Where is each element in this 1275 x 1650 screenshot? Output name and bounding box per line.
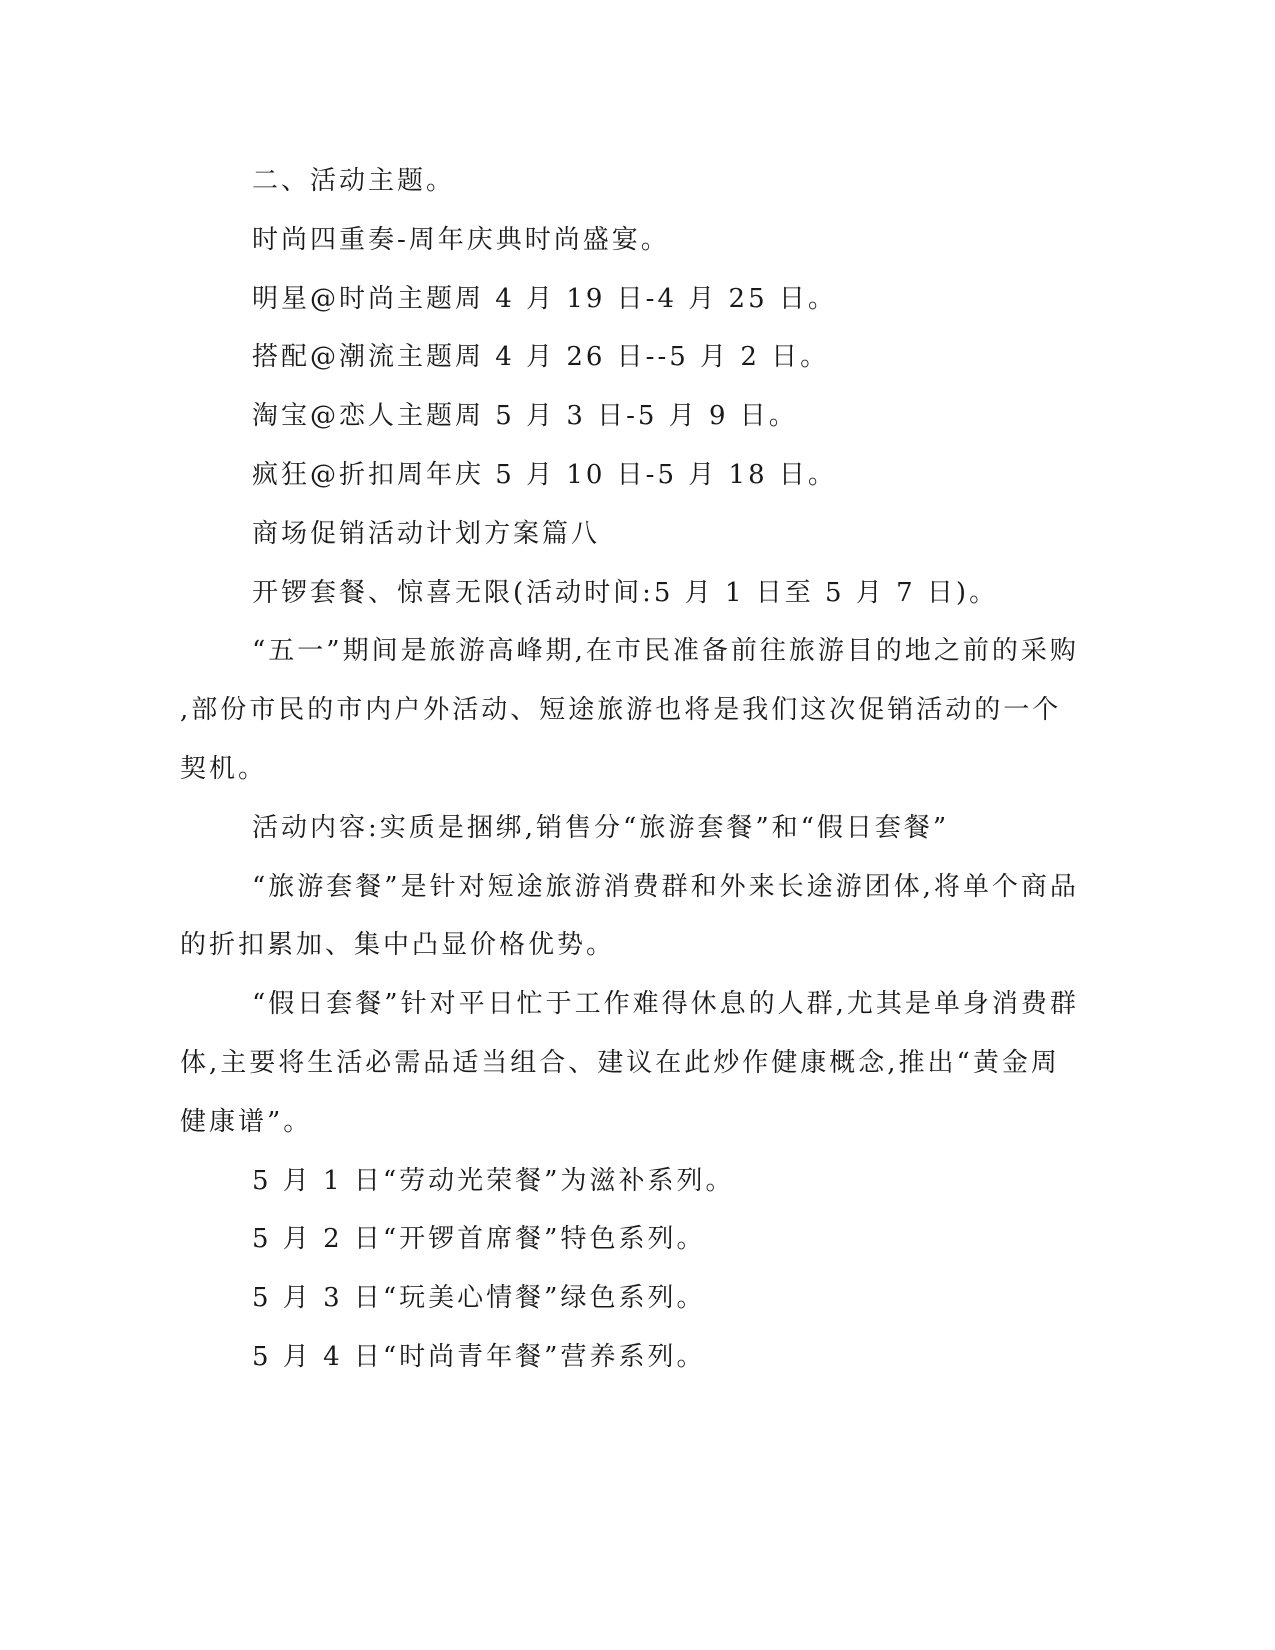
paragraph-line: 健康谱”。 xyxy=(180,1107,313,1137)
text-line: 淘宝@恋人主题周 5 月 3 日-5 月 9 日。 xyxy=(252,401,798,431)
text-line: 开锣套餐、惊喜无限(活动时间:5 月 1 日至 5 月 7 日)。 xyxy=(252,578,999,608)
paragraph-line: 的折扣累加、集中凸显价格优势。 xyxy=(180,930,616,960)
text-line: 搭配@潮流主题周 4 月 26 日--5 月 2 日。 xyxy=(252,342,830,372)
paragraph-line: 契机。 xyxy=(180,754,268,784)
section-heading: 二、活动主题。 xyxy=(252,166,456,196)
text-line: 活动内容:实质是捆绑,销售分“旅游套餐”和“假日套餐” xyxy=(252,813,950,843)
paragraph-line: ,部份市民的市内户外活动、短途旅游也将是我们这次促销活动的一个 xyxy=(180,695,1062,725)
text-line: 5 月 4 日“时尚青年餐”营养系列。 xyxy=(252,1342,706,1372)
paragraph-line: “假日套餐”针对平日忙于工作难得休息的人群,尤其是单身消费群 xyxy=(252,989,1079,1019)
text-line: 5 月 1 日“劳动光荣餐”为滋补系列。 xyxy=(252,1166,735,1196)
text-line: 疯狂@折扣周年庆 5 月 10 日-5 月 18 日。 xyxy=(252,460,837,490)
section-heading: 商场促销活动计划方案篇八 xyxy=(252,519,601,549)
paragraph-line: “五一”期间是旅游高峰期,在市民准备前往旅游目的地之前的采购 xyxy=(252,636,1079,666)
text-line: 5 月 2 日“开锣首席餐”特色系列。 xyxy=(252,1224,706,1254)
paragraph-line: 体,主要将生活必需品适当组合、建议在此炒作健康概念,推出“黄金周 xyxy=(180,1048,1060,1078)
text-line: 时尚四重奏-周年庆典时尚盛宴。 xyxy=(252,225,670,255)
text-line: 明星@时尚主题周 4 月 19 日-4 月 25 日。 xyxy=(252,284,837,314)
text-line: 5 月 3 日“玩美心情餐”绿色系列。 xyxy=(252,1283,706,1313)
paragraph-line: “旅游套餐”是针对短途旅游消费群和外来长途游团体,将单个商品 xyxy=(252,872,1079,902)
